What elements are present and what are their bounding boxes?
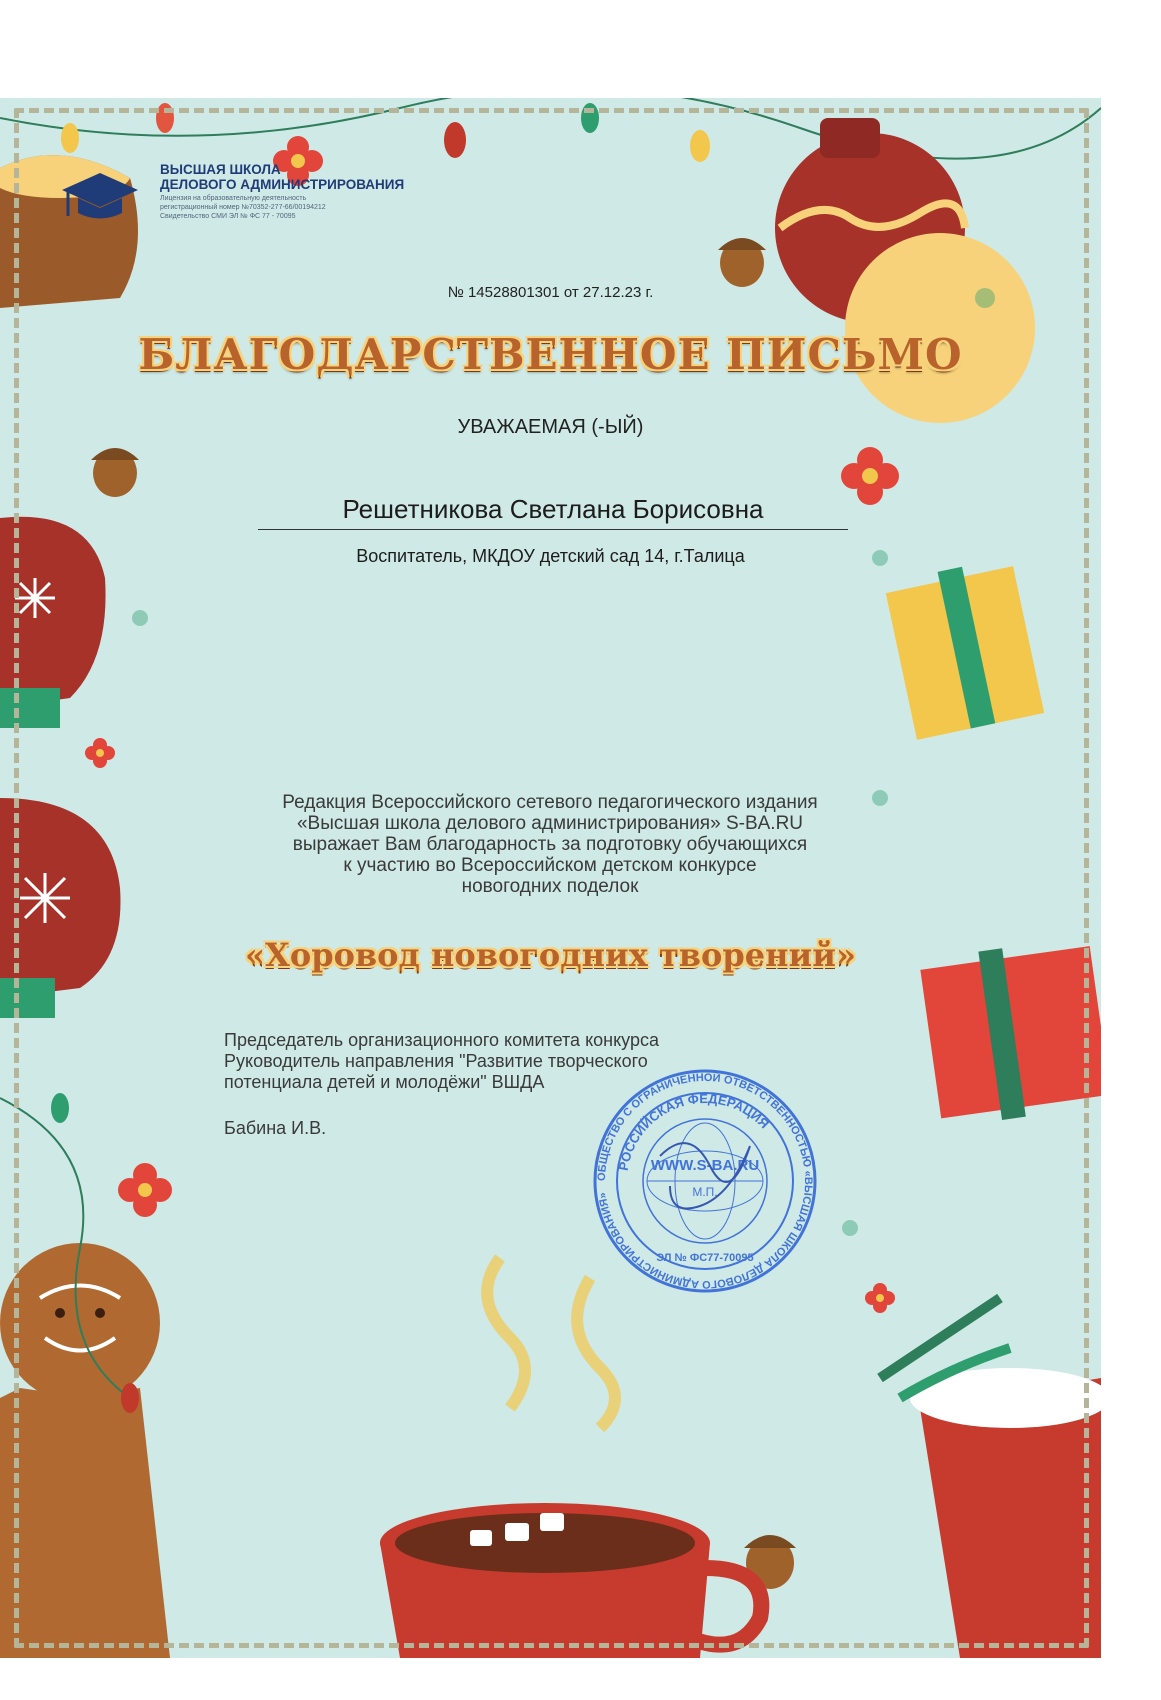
chair-line: Председатель организационного комитета конкурса [224, 1030, 659, 1050]
stamp-site: WWW.S-BA.RU [650, 1157, 760, 1174]
contest-title: «Хоровод новогодних творений» [245, 936, 856, 974]
chair-line: Руководитель направления "Развитие творческого [224, 1051, 648, 1071]
cocoa-mug-decor [380, 1258, 761, 1658]
chair-line: потенциала детей и молодёжи" ВШДА [224, 1072, 545, 1092]
recipient-name: Решетникова Светлана Борисовна [258, 494, 848, 530]
body-line: к участию во Всероссийском детском конкурсе [343, 855, 757, 876]
certificate-sheet [0, 98, 1101, 1658]
body-line: Редакция Всероссийского сетевого педагогического издания [282, 792, 818, 813]
body-line: новогодних поделок [461, 876, 639, 897]
gratitude-text [150, 792, 950, 897]
gingerbread-decor [0, 1243, 170, 1658]
school-logo [60, 156, 405, 236]
body-line: «Высшая школа делового администрирования» S-BA.RU [296, 813, 804, 834]
logo-title-line1: ВЫСШАЯ ШКОЛА [160, 162, 281, 177]
stamp-mp: М.П. [692, 1185, 718, 1199]
stocking-decor [880, 1298, 1101, 1658]
stamp-registration: ЭЛ № ФС77-70095 [656, 1252, 754, 1264]
document-number: № 14528801301 от 27.12.23 г. [447, 284, 654, 301]
body-line: выражает Вам благодарность за подготовку обучающихся [292, 834, 808, 855]
salutation: УВАЖАЕМАЯ (-ЫЙ) [457, 416, 644, 438]
signer-name: Бабина И.В. [224, 1118, 327, 1138]
certificate-title: БЛАГОДАРСТВЕННОЕ ПИСЬМО [138, 330, 963, 379]
stamp-country-text: РОССИЙСКАЯ ФЕДЕРАЦИЯ [615, 1090, 773, 1172]
acorn-decor [91, 238, 796, 1589]
graduation-cap-icon [60, 168, 140, 228]
license-line: Лицензия на образовательную деятельность [160, 195, 307, 202]
license-line: Свидетельство СМИ ЭЛ № ФС 77 - 70095 [160, 213, 296, 220]
stamp-outer-text: ОБЩЕСТВО С ОГРАНИЧЕННОЙ ОТВЕТСТВЕННОСТЬЮ «ВЫСШАЯ ШКОЛА ДЕЛОВОГО АДМИНИСТРИРОВАНИЯ» [595, 1071, 815, 1291]
license-line: регистрационный номер №70352-277-66/00194212 [160, 204, 326, 211]
recipient-position: Воспитатель, МКДОУ детский сад 14, г.Талица [356, 546, 745, 566]
logo-title [160, 162, 460, 192]
logo-title-line2: ДЕЛОВОГО АДМИНИСТРИРОВАНИЯ [160, 177, 405, 192]
logo-license [160, 194, 410, 221]
official-stamp [590, 1066, 820, 1296]
